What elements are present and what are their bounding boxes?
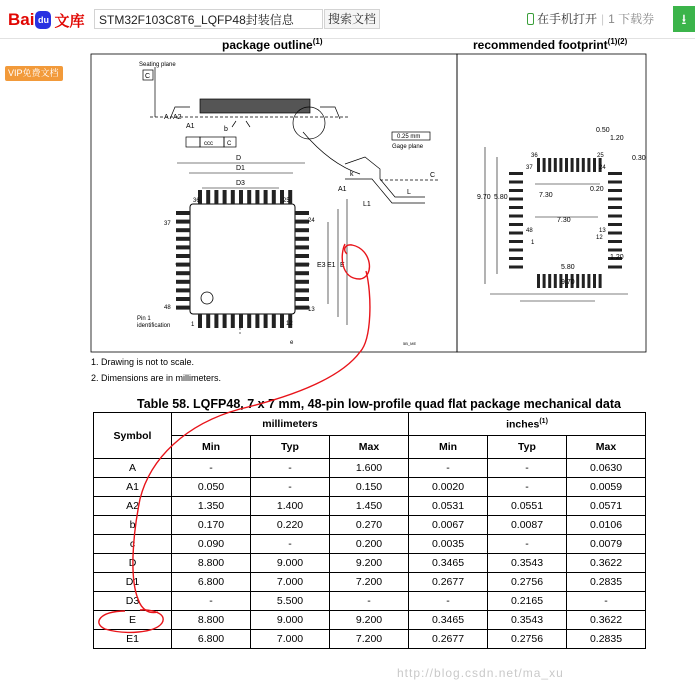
table-row (94, 611, 646, 630)
pad (593, 274, 596, 288)
download-icon[interactable]: ⭳ (673, 6, 695, 32)
symbol-cell: c (94, 535, 172, 554)
value-cell: - (172, 592, 251, 611)
value-cell: 0.3622 (567, 611, 646, 630)
label-d1: D1 (236, 165, 245, 172)
label-l1: L1 (363, 201, 371, 208)
value-cell: 7.000 (251, 630, 330, 649)
value-cell: 0.0630 (567, 459, 646, 478)
pin (214, 314, 218, 328)
pad (608, 232, 622, 235)
pin (176, 288, 190, 292)
value-cell: 6.800 (172, 573, 251, 592)
document-page (0, 37, 695, 680)
pin (206, 190, 210, 204)
fp-48: 48 (526, 228, 533, 234)
value-cell: - (409, 459, 488, 478)
value-cell: 0.0551 (488, 497, 567, 516)
col-header: Typ (488, 436, 567, 459)
label-pin25: 25 (283, 198, 290, 204)
label-seating-plane: Seating plane (139, 62, 176, 68)
label-pin12: 12 (286, 321, 293, 327)
value-cell: 0.2165 (488, 592, 567, 611)
fp-24: 24 (599, 165, 606, 171)
label-gage-plane: Gage plane (392, 144, 424, 150)
value-cell: 8.800 (172, 554, 251, 573)
symbol-header: Symbol (94, 413, 172, 459)
pad (543, 274, 546, 288)
pin (239, 314, 243, 328)
table-row (94, 478, 646, 497)
note-2: 2. Dimensions are in millimeters. (91, 373, 222, 383)
label-d: D (236, 155, 242, 162)
pad (537, 274, 540, 288)
pin (198, 314, 202, 328)
symbol-cell: D3 (94, 592, 172, 611)
value-cell: - (409, 592, 488, 611)
label-k: k (350, 171, 354, 178)
inches-note: (1) (539, 417, 548, 425)
vip-free-badge: VIP免费文档 (5, 66, 63, 81)
fp-120a: 1.20 (610, 135, 624, 142)
pin (295, 211, 309, 215)
pin (247, 190, 251, 204)
fp-020: 0.20 (590, 186, 604, 193)
value-cell: 0.3465 (409, 554, 488, 573)
pad (608, 198, 622, 201)
pin (295, 280, 309, 284)
table-row (94, 497, 646, 516)
value-cell: - (488, 459, 567, 478)
open-phone-label: 在手机打开 (537, 12, 598, 26)
pin (264, 314, 268, 328)
pin (176, 306, 190, 310)
pad (582, 274, 585, 288)
pad (509, 189, 523, 192)
value-cell: - (251, 459, 330, 478)
pin (295, 288, 309, 292)
value-cell: 0.0067 (409, 516, 488, 535)
column-header-row (94, 436, 646, 459)
value-cell: 7.200 (330, 630, 409, 649)
value-cell: 0.150 (330, 478, 409, 497)
symbol-cell: D (94, 554, 172, 573)
label-pin36: 36 (193, 198, 200, 204)
pin (264, 190, 268, 204)
pad (608, 240, 622, 243)
pad (608, 249, 622, 252)
value-cell: - (330, 592, 409, 611)
label-pin1: 1 (191, 322, 195, 328)
note-1: 1. Drawing is not to scale. (91, 357, 195, 367)
pad (509, 181, 523, 184)
value-cell: 0.0059 (567, 478, 646, 497)
pad (565, 158, 568, 172)
label-a: A (164, 114, 169, 121)
table-row (94, 554, 646, 573)
pin (255, 314, 259, 328)
value-cell: 0.3543 (488, 611, 567, 630)
col-header: Min (172, 436, 251, 459)
pad (509, 266, 523, 269)
label-c-box: C (227, 141, 232, 147)
fp-580b: 5.80 (561, 264, 575, 271)
pin (295, 297, 309, 301)
fp-730b: 7.30 (557, 217, 571, 224)
pin (272, 314, 276, 328)
mechanical-data-table (93, 412, 646, 649)
pad (554, 158, 557, 172)
pad (576, 158, 579, 172)
pad (571, 158, 574, 172)
label-a2: A2 (173, 114, 182, 121)
pad (608, 206, 622, 209)
millimeters-header: millimeters (172, 413, 409, 436)
symbol-cell: A2 (94, 497, 172, 516)
pad (608, 172, 622, 175)
label-e3: E3 (317, 262, 326, 269)
pad (509, 232, 523, 235)
table-row (94, 573, 646, 592)
open-in-phone[interactable] (527, 10, 654, 27)
pad (509, 240, 523, 243)
col-header: Typ (251, 436, 330, 459)
fp-1: 1 (531, 240, 535, 246)
top-bar (0, 0, 695, 39)
value-cell: - (251, 535, 330, 554)
gage-detail (345, 132, 440, 203)
value-cell: 0.0571 (567, 497, 646, 516)
value-cell: 5.500 (251, 592, 330, 611)
label-e1: E1 (327, 262, 336, 269)
label-pin24: 24 (308, 218, 315, 224)
pin (231, 314, 235, 328)
pad (548, 274, 551, 288)
fp-730: 7.30 (539, 192, 553, 199)
pin (295, 245, 309, 249)
pin (176, 297, 190, 301)
pin (295, 220, 309, 224)
value-cell: 9.000 (251, 611, 330, 630)
pin (295, 271, 309, 275)
symbol-cell: A (94, 459, 172, 478)
logo-wenku-text: 文库 (54, 12, 85, 30)
fp-970: 9.70 (477, 194, 491, 201)
value-cell: 0.0087 (488, 516, 567, 535)
paw-icon: du (35, 11, 51, 29)
fp-580: 5.80 (494, 194, 508, 201)
value-cell: 0.2756 (488, 573, 567, 592)
pad (509, 215, 523, 218)
pad (608, 223, 622, 226)
fp-36: 36 (531, 153, 538, 159)
value-cell: 0.0035 (409, 535, 488, 554)
pin (176, 237, 190, 241)
logo-text: Bai (8, 10, 35, 29)
table-body (94, 459, 646, 649)
value-cell: 0.2677 (409, 630, 488, 649)
value-cell: 0.0106 (567, 516, 646, 535)
label-a1: A1 (186, 123, 195, 130)
value-cell: - (567, 592, 646, 611)
pad (608, 189, 622, 192)
package-body (190, 204, 295, 314)
value-cell: 0.2835 (567, 630, 646, 649)
fp-13: 13 (599, 228, 606, 234)
pad (509, 223, 523, 226)
value-cell: 0.0020 (409, 478, 488, 497)
label-pin48: 48 (164, 305, 171, 311)
pin (247, 314, 251, 328)
pin (176, 280, 190, 284)
label-d3: D3 (236, 180, 245, 187)
phone-icon (527, 13, 534, 25)
label-pin1-id: Pin 1 (137, 316, 151, 322)
fp-12: 12 (596, 235, 603, 241)
value-cell: 0.3543 (488, 554, 567, 573)
value-cell: 0.220 (251, 516, 330, 535)
table-row (94, 592, 646, 611)
pin (206, 314, 210, 328)
symbol-cell: E1 (94, 630, 172, 649)
col-header: Max (567, 436, 646, 459)
baidu-wenku-logo[interactable] (8, 8, 84, 32)
value-cell: - (172, 459, 251, 478)
pad (548, 158, 551, 172)
table-title: Table 58. LQFP48, 7 x 7 mm, 48-pin low-profile quad flat package mechanical data (137, 397, 621, 411)
table-row (94, 630, 646, 649)
package-drawing (0, 39, 695, 359)
value-cell: 6.800 (172, 630, 251, 649)
col-header: Max (330, 436, 409, 459)
table-row (94, 535, 646, 554)
pad (576, 274, 579, 288)
label-l: L (407, 189, 411, 196)
value-cell: 0.090 (172, 535, 251, 554)
symbol-cell: b (94, 516, 172, 535)
value-cell: 0.050 (172, 478, 251, 497)
label-c-detail: C (430, 172, 436, 179)
pin (295, 228, 309, 232)
pad (509, 257, 523, 260)
pad (608, 181, 622, 184)
pin (272, 190, 276, 204)
search-input[interactable]: STM32F103C8T6_LQFP48封装信息 (94, 9, 323, 29)
search-button[interactable]: 搜索文档 (324, 9, 380, 29)
pin (239, 190, 243, 204)
col-header: Min (409, 436, 488, 459)
pin (176, 228, 190, 232)
label-gage-025: 0.25 mm (397, 134, 421, 140)
label-identification: identification (137, 323, 171, 329)
label-b: b (224, 126, 228, 133)
pin (214, 190, 218, 204)
table-row (94, 459, 646, 478)
value-cell: 0.2677 (409, 573, 488, 592)
fp-970b: 9.70 (561, 279, 575, 286)
caption-right-text: recommended footprint (473, 38, 608, 52)
fp-120b: 1.20 (610, 254, 624, 261)
label-pin13: 13 (308, 307, 315, 313)
fp-37: 37 (526, 165, 533, 171)
pad (554, 274, 557, 288)
pin (295, 254, 309, 258)
value-cell: - (488, 535, 567, 554)
pin (176, 254, 190, 258)
label-pin37: 37 (164, 221, 171, 227)
value-cell: 0.2756 (488, 630, 567, 649)
divider: | (601, 11, 605, 26)
pad (509, 206, 523, 209)
value-cell: 0.0531 (409, 497, 488, 516)
label-e: E (340, 262, 345, 269)
fp-25: 25 (597, 153, 604, 159)
label-ccc: ccc (204, 141, 213, 147)
value-cell: - (251, 478, 330, 497)
pin (223, 190, 227, 204)
pin (176, 211, 190, 215)
pad (587, 274, 590, 288)
pad (509, 249, 523, 252)
caption-left-text: package outline (222, 38, 313, 52)
value-cell: 7.200 (330, 573, 409, 592)
pin (280, 314, 284, 328)
pin (176, 220, 190, 224)
pin (255, 190, 259, 204)
pin (231, 190, 235, 204)
inches-header (409, 413, 646, 436)
pad (509, 172, 523, 175)
footprint-frame (457, 54, 646, 352)
value-cell: 0.2835 (567, 573, 646, 592)
symbol-cell: D1 (94, 573, 172, 592)
value-cell: 0.170 (172, 516, 251, 535)
pad (509, 198, 523, 201)
table-row (94, 516, 646, 535)
pin (295, 263, 309, 267)
label-c: C (145, 73, 151, 80)
pad (582, 158, 585, 172)
value-cell: 0.270 (330, 516, 409, 535)
value-cell: 9.200 (330, 554, 409, 573)
pad (537, 158, 540, 172)
value-cell: 0.3622 (567, 554, 646, 573)
watermark: http://blog.csdn.net/ma_xu (397, 666, 564, 680)
download-count: 1 下载券 (608, 12, 655, 26)
pin (176, 263, 190, 267)
pin (176, 271, 190, 275)
value-cell: 1.450 (330, 497, 409, 516)
inches-label: inches (506, 418, 540, 431)
value-cell: 0.200 (330, 535, 409, 554)
fp-030: 0.30 (632, 155, 646, 162)
value-cell: 9.000 (251, 554, 330, 573)
label-code: 5B_ME (403, 341, 417, 346)
symbol-cell: A1 (94, 478, 172, 497)
value-cell: 7.000 (251, 573, 330, 592)
label-e-pitch: e (290, 340, 294, 346)
value-cell: 0.3465 (409, 611, 488, 630)
pad (593, 158, 596, 172)
value-cell: 0.0079 (567, 535, 646, 554)
pin (295, 237, 309, 241)
pin (223, 314, 227, 328)
pad (599, 274, 602, 288)
pin (295, 306, 309, 310)
value-cell: 9.200 (330, 611, 409, 630)
pad (608, 266, 622, 269)
caption-left-note: (1) (312, 37, 323, 46)
caption-right-note: (1)(2) (607, 37, 628, 46)
pad (587, 158, 590, 172)
value-cell: 8.800 (172, 611, 251, 630)
value-cell: - (488, 478, 567, 497)
pad (559, 158, 562, 172)
label-a1-detail: A1 (338, 186, 347, 193)
pad (543, 158, 546, 172)
symbol-cell: E (94, 611, 172, 630)
pad (608, 215, 622, 218)
value-cell: 1.600 (330, 459, 409, 478)
pin (176, 245, 190, 249)
value-cell: 1.350 (172, 497, 251, 516)
fp-050: 0.50 (596, 127, 610, 134)
value-cell: 1.400 (251, 497, 330, 516)
